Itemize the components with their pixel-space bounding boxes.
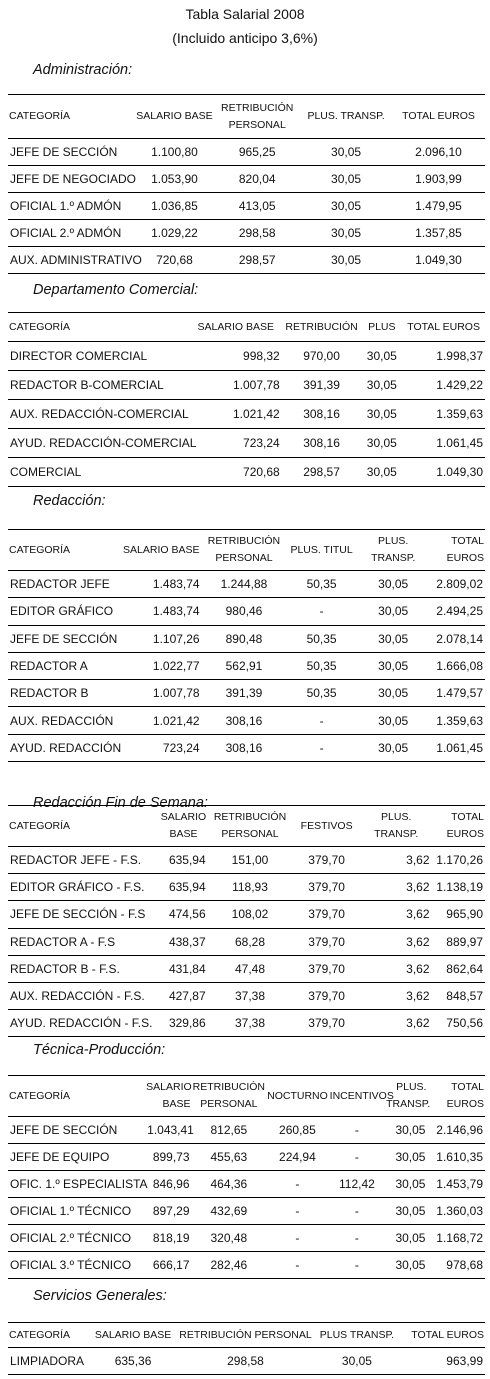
column-header: PLUS. TRANSP. bbox=[307, 110, 385, 122]
category-cell: AYUD. REDACCIÓN - F.S. bbox=[10, 1016, 153, 1031]
value-cell: 298,58 bbox=[238, 226, 276, 240]
value-cell: 963,99 bbox=[446, 1354, 483, 1368]
value-cell: 820,04 bbox=[238, 172, 276, 186]
column-header: RETRIBUCIÓN PERSONAL bbox=[221, 101, 294, 131]
table-row bbox=[8, 139, 485, 166]
value-cell: 1.061,45 bbox=[436, 436, 483, 450]
section-title-redaccion: Redacción: bbox=[33, 493, 106, 509]
value-cell: 464,36 bbox=[210, 1177, 248, 1191]
table-row bbox=[8, 342, 485, 371]
column-header: CATEGORÍA bbox=[9, 320, 71, 333]
value-cell: 30,05 bbox=[331, 199, 362, 213]
salary-table-comercial bbox=[8, 312, 485, 487]
value-cell: 1.100,80 bbox=[151, 145, 198, 159]
value-cell: 2.146,96 bbox=[436, 1123, 483, 1137]
value-cell: 1.903,99 bbox=[415, 172, 462, 186]
value-cell: 3,62 bbox=[406, 989, 430, 1004]
value-cell: 965,25 bbox=[238, 145, 276, 159]
value-cell: 320,48 bbox=[210, 1231, 248, 1245]
value-cell: - bbox=[295, 1177, 300, 1191]
value-cell: - bbox=[354, 1204, 359, 1218]
section-title-comercial: Departamento Comercial: bbox=[33, 282, 199, 298]
category-cell: DIRECTOR COMERCIAL bbox=[10, 349, 148, 363]
category-cell: JEFE DE SECCIÓN bbox=[10, 145, 118, 159]
table-row bbox=[8, 1198, 485, 1225]
table-row bbox=[8, 901, 485, 928]
value-cell: 151,00 bbox=[231, 853, 269, 868]
value-cell: 1.138,19 bbox=[436, 880, 483, 895]
value-cell: 37,38 bbox=[234, 1016, 266, 1031]
column-header: SALARIO BASE bbox=[146, 1081, 192, 1110]
value-cell: 978,68 bbox=[446, 1258, 483, 1272]
value-cell: 720,68 bbox=[156, 253, 193, 267]
value-cell: 413,05 bbox=[238, 199, 276, 213]
value-cell: 68,28 bbox=[234, 934, 266, 949]
value-cell: 260,85 bbox=[279, 1123, 316, 1137]
column-header: CATEGORÍA bbox=[9, 819, 71, 832]
value-cell: 30,05 bbox=[331, 172, 362, 186]
table-row bbox=[8, 982, 485, 1009]
table-header-row bbox=[8, 806, 485, 847]
value-cell: 1.049,30 bbox=[415, 253, 462, 267]
table-row bbox=[8, 247, 485, 274]
column-header: NOCTURNO bbox=[267, 1089, 328, 1102]
value-cell: 30,05 bbox=[378, 740, 409, 755]
category-cell: AUX. REDACCIÓN-COMERCIAL bbox=[10, 407, 189, 421]
value-cell: 1.453,79 bbox=[436, 1177, 483, 1191]
value-cell: 1.360,03 bbox=[436, 1204, 483, 1218]
salary-table-servicios-generales bbox=[8, 1322, 485, 1375]
value-cell: 2.078,14 bbox=[436, 631, 483, 646]
value-cell: 970,00 bbox=[303, 349, 340, 363]
table-row bbox=[8, 1225, 485, 1252]
value-cell: 1.022,77 bbox=[152, 659, 200, 674]
value-cell: 1.244,88 bbox=[220, 577, 268, 592]
section-title-servicios-generales: Servicios Generales: bbox=[33, 1288, 167, 1304]
value-cell: 298,57 bbox=[303, 465, 340, 479]
column-header: INCENTIVOS bbox=[329, 1089, 394, 1102]
table-row bbox=[8, 928, 485, 955]
value-cell: 37,38 bbox=[234, 989, 266, 1004]
salary-table-tecnica-produccion bbox=[8, 1075, 485, 1279]
value-cell: 2.096,10 bbox=[415, 145, 462, 159]
value-cell: 1.998,37 bbox=[436, 349, 483, 363]
table-row bbox=[8, 1171, 485, 1198]
value-cell: 108,02 bbox=[231, 907, 269, 922]
value-cell: 474,56 bbox=[168, 907, 206, 922]
table-row bbox=[8, 847, 485, 874]
column-header: FESTIVOS bbox=[300, 819, 353, 832]
value-cell: - bbox=[354, 1231, 359, 1245]
column-header: TOTAL EUROS bbox=[411, 1328, 484, 1341]
value-cell: 391,39 bbox=[225, 686, 263, 701]
value-cell: 30,05 bbox=[395, 1123, 426, 1137]
value-cell: 1.483,74 bbox=[152, 577, 200, 592]
column-header: TOTAL EUROS bbox=[446, 535, 484, 564]
value-cell: 112,42 bbox=[338, 1177, 375, 1191]
page-subtitle: (Incluido anticipo 3,6%) bbox=[172, 30, 318, 46]
table-row bbox=[8, 220, 485, 247]
value-cell: 30,05 bbox=[395, 1150, 426, 1164]
table-row bbox=[8, 400, 485, 429]
value-cell: 298,57 bbox=[238, 253, 276, 267]
value-cell: 3,62 bbox=[406, 853, 430, 868]
column-header: SALARIO BASE bbox=[123, 543, 200, 556]
value-cell: 427,87 bbox=[168, 989, 206, 1004]
value-cell: - bbox=[295, 1204, 300, 1218]
value-cell: 1.357,85 bbox=[415, 226, 462, 240]
category-cell: OFICIAL 1.º ADMÓN bbox=[10, 199, 122, 213]
value-cell: 30,05 bbox=[366, 349, 397, 363]
value-cell: 30,05 bbox=[366, 378, 397, 392]
page-title: Tabla Salarial 2008 bbox=[185, 6, 305, 22]
table-row bbox=[8, 571, 485, 598]
table-row bbox=[8, 955, 485, 982]
value-cell: 965,90 bbox=[446, 907, 483, 922]
category-cell: AUX. ADMINISTRATIVO bbox=[10, 253, 142, 267]
category-cell: REDACTOR B bbox=[10, 686, 89, 701]
column-header: CATEGORÍA bbox=[9, 1328, 71, 1341]
column-header: PLUS bbox=[368, 320, 396, 333]
value-cell: 1.483,74 bbox=[152, 604, 200, 619]
column-header: CATEGORÍA bbox=[9, 110, 71, 122]
value-cell: 431,84 bbox=[168, 961, 206, 976]
value-cell: 1.359,63 bbox=[436, 407, 483, 421]
table-row bbox=[8, 1348, 485, 1375]
column-header: TOTAL EUROS bbox=[446, 811, 484, 840]
value-cell: - bbox=[295, 1231, 300, 1245]
table-row bbox=[8, 193, 485, 220]
category-cell: REDACTOR B-COMERCIAL bbox=[10, 378, 164, 392]
value-cell: 635,94 bbox=[168, 853, 206, 868]
value-cell: 30,05 bbox=[378, 713, 409, 728]
table-row bbox=[8, 1010, 485, 1037]
value-cell: 562,91 bbox=[225, 659, 263, 674]
salary-table-administracion bbox=[8, 94, 485, 274]
category-cell: OFICIAL 2.º TÉCNICO bbox=[10, 1231, 132, 1245]
value-cell: 890,48 bbox=[225, 631, 263, 646]
value-cell: 897,29 bbox=[152, 1204, 190, 1218]
column-header: TOTAL EUROS bbox=[407, 320, 480, 333]
value-cell: 30,05 bbox=[378, 659, 409, 674]
value-cell: 30,05 bbox=[331, 145, 362, 159]
value-cell: 1.029,22 bbox=[151, 226, 198, 240]
table-row bbox=[8, 707, 485, 734]
value-cell: 308,16 bbox=[225, 740, 263, 755]
value-cell: 2.809,02 bbox=[436, 577, 483, 592]
value-cell: 3,62 bbox=[406, 934, 430, 949]
value-cell: 391,39 bbox=[303, 378, 340, 392]
value-cell: 1.061,45 bbox=[436, 740, 483, 755]
value-cell: 862,64 bbox=[446, 961, 483, 976]
column-header: SALARIO BASE bbox=[197, 320, 274, 333]
value-cell: 329,86 bbox=[168, 1016, 206, 1031]
table-header-row bbox=[8, 1076, 485, 1117]
value-cell: - bbox=[354, 1123, 359, 1137]
table-row bbox=[8, 652, 485, 679]
table-header-row bbox=[8, 313, 485, 342]
value-cell: 818,19 bbox=[152, 1231, 190, 1245]
value-cell: 308,16 bbox=[225, 713, 263, 728]
value-cell: 432,69 bbox=[210, 1204, 248, 1218]
value-cell: 30,05 bbox=[395, 1204, 426, 1218]
column-header: TOTAL EUROS bbox=[402, 110, 475, 122]
category-cell: REDACTOR B - F.S. bbox=[10, 961, 120, 976]
table-row bbox=[8, 734, 485, 761]
value-cell: 2.494,25 bbox=[436, 604, 483, 619]
table-row bbox=[8, 874, 485, 901]
value-cell: 1.043,41 bbox=[147, 1123, 194, 1137]
value-cell: - bbox=[354, 1258, 359, 1272]
value-cell: 812,65 bbox=[210, 1123, 248, 1137]
value-cell: 3,62 bbox=[406, 880, 430, 895]
value-cell: 1.049,30 bbox=[436, 465, 483, 479]
value-cell: 379,70 bbox=[308, 989, 345, 1004]
value-cell: 308,16 bbox=[303, 436, 340, 450]
category-cell: AUX. REDACCIÓN - F.S. bbox=[10, 989, 145, 1004]
category-cell: JEFE DE EQUIPO bbox=[10, 1150, 110, 1164]
table-header-row bbox=[8, 530, 485, 571]
category-cell: COMERCIAL bbox=[10, 465, 82, 479]
value-cell: 1.429,22 bbox=[436, 378, 483, 392]
value-cell: 980,46 bbox=[225, 604, 263, 619]
value-cell: 50,35 bbox=[306, 686, 337, 701]
section-title-tecnica-produccion: Técnica-Producción: bbox=[33, 1042, 166, 1058]
column-header: RETRIBUCIÓN PERSONAL bbox=[207, 535, 281, 564]
category-cell: REDACTOR JEFE bbox=[10, 577, 110, 592]
column-header: RETRIBUCIÓN PERSONAL bbox=[192, 1081, 265, 1110]
value-cell: - bbox=[319, 740, 324, 755]
table-row bbox=[8, 1252, 485, 1279]
value-cell: 635,94 bbox=[168, 880, 206, 895]
value-cell: - bbox=[295, 1258, 300, 1272]
category-cell: EDITOR GRÁFICO bbox=[10, 604, 114, 619]
category-cell: JEFE DE NEGOCIADO bbox=[10, 172, 137, 186]
value-cell: 30,05 bbox=[366, 465, 397, 479]
value-cell: 379,70 bbox=[308, 880, 345, 895]
value-cell: 1.021,42 bbox=[233, 407, 280, 421]
table-row bbox=[8, 1144, 485, 1171]
section-title-redaccion-fin-semana: Redacción Fin de Semana: bbox=[33, 795, 208, 811]
value-cell: 723,24 bbox=[162, 740, 200, 755]
value-cell: 1.666,08 bbox=[436, 659, 483, 674]
column-header: SALARIO BASE bbox=[94, 1328, 172, 1341]
category-cell: REDACTOR A - F.S bbox=[10, 934, 116, 949]
value-cell: 30,05 bbox=[395, 1177, 426, 1191]
table-row bbox=[8, 429, 485, 458]
salary-table-redaccion-fin-semana bbox=[8, 805, 485, 1037]
category-cell: JEFE DE SECCIÓN bbox=[10, 1123, 118, 1137]
column-header: PLUS. TRANSP. bbox=[374, 811, 419, 840]
value-cell: 635,36 bbox=[114, 1354, 152, 1368]
value-cell: 723,24 bbox=[243, 436, 280, 450]
value-cell: 1.479,95 bbox=[415, 199, 462, 213]
value-cell: 298,58 bbox=[227, 1354, 264, 1368]
category-cell: AYUD. REDACCIÓN-COMERCIAL bbox=[10, 436, 197, 450]
value-cell: 30,05 bbox=[395, 1231, 426, 1245]
category-cell: JEFE DE SECCIÓN - F.S bbox=[10, 907, 146, 922]
category-cell: OFICIAL 2.º ADMÓN bbox=[10, 226, 122, 240]
category-cell: REDACTOR JEFE - F.S. bbox=[10, 853, 142, 868]
value-cell: 47,48 bbox=[234, 961, 266, 976]
value-cell: 379,70 bbox=[308, 907, 345, 922]
category-cell: EDITOR GRÁFICO - F.S. bbox=[10, 880, 145, 895]
value-cell: 30,05 bbox=[378, 604, 409, 619]
value-cell: 1.021,42 bbox=[152, 713, 200, 728]
value-cell: 30,05 bbox=[395, 1258, 426, 1272]
value-cell: 1.479,57 bbox=[436, 686, 483, 701]
section-title-administracion: Administración: bbox=[33, 62, 133, 78]
value-cell: 1.359,63 bbox=[436, 713, 483, 728]
column-header: PLUS. TRANSP. bbox=[386, 1081, 431, 1110]
category-cell: OFICIAL 3.º TÉCNICO bbox=[10, 1258, 132, 1272]
value-cell: 1.107,26 bbox=[152, 631, 200, 646]
value-cell: 666,17 bbox=[152, 1258, 190, 1272]
value-cell: 379,70 bbox=[308, 853, 345, 868]
table-row bbox=[8, 625, 485, 652]
table-row bbox=[8, 598, 485, 625]
column-header: RETRIBUCIÓN bbox=[285, 320, 358, 333]
value-cell: 308,16 bbox=[303, 407, 340, 421]
value-cell: 30,05 bbox=[331, 253, 362, 267]
column-header: TOTAL EUROS bbox=[446, 1081, 484, 1110]
value-cell: - bbox=[354, 1150, 359, 1164]
value-cell: 1.053,90 bbox=[151, 172, 198, 186]
value-cell: 282,46 bbox=[210, 1258, 248, 1272]
value-cell: 438,37 bbox=[168, 934, 206, 949]
column-header: PLUS. TRANSP. bbox=[371, 535, 416, 564]
category-cell: OFIC. 1.º ESPECIALISTA bbox=[10, 1177, 148, 1191]
table-row bbox=[8, 371, 485, 400]
table-row bbox=[8, 680, 485, 707]
value-cell: 1.007,78 bbox=[233, 378, 280, 392]
value-cell: 50,35 bbox=[306, 577, 337, 592]
value-cell: 455,63 bbox=[210, 1150, 248, 1164]
column-header: SALARIO BASE bbox=[136, 110, 213, 122]
value-cell: 1.036,85 bbox=[151, 199, 198, 213]
category-cell: AYUD. REDACCIÓN bbox=[10, 740, 122, 755]
value-cell: 30,05 bbox=[341, 1354, 372, 1368]
table-row bbox=[8, 1117, 485, 1144]
category-cell: OFICIAL 1.º TÉCNICO bbox=[10, 1204, 132, 1218]
table-row bbox=[8, 458, 485, 487]
column-header: PLUS. TITUL bbox=[290, 543, 353, 556]
value-cell: 1.168,72 bbox=[436, 1231, 483, 1245]
table-header-row bbox=[8, 1323, 485, 1348]
value-cell: 379,70 bbox=[308, 961, 345, 976]
value-cell: 889,97 bbox=[446, 934, 483, 949]
value-cell: 379,70 bbox=[308, 934, 345, 949]
value-cell: 50,35 bbox=[306, 631, 337, 646]
salary-table-redaccion bbox=[8, 529, 485, 762]
category-cell: LIMPIADORA bbox=[10, 1354, 85, 1368]
value-cell: 30,05 bbox=[378, 577, 409, 592]
value-cell: 1.007,78 bbox=[152, 686, 200, 701]
value-cell: 1.170,26 bbox=[436, 853, 483, 868]
value-cell: 30,05 bbox=[366, 436, 397, 450]
column-header: RETRIBUCIÓN PERSONAL bbox=[213, 811, 287, 840]
value-cell: 30,05 bbox=[378, 631, 409, 646]
value-cell: 720,68 bbox=[243, 465, 280, 479]
table-header-row bbox=[8, 95, 485, 139]
value-cell: 50,35 bbox=[306, 659, 337, 674]
value-cell: 750,56 bbox=[446, 1016, 483, 1031]
value-cell: 848,57 bbox=[446, 989, 483, 1004]
category-cell: REDACTOR A bbox=[10, 659, 88, 674]
column-header: SALARIO BASE bbox=[160, 811, 207, 840]
column-header: CATEGORÍA bbox=[9, 1089, 71, 1102]
value-cell: 224,94 bbox=[279, 1150, 316, 1164]
column-header: CATEGORÍA bbox=[9, 543, 71, 556]
value-cell: 3,62 bbox=[406, 1016, 430, 1031]
value-cell: 3,62 bbox=[406, 907, 430, 922]
value-cell: - bbox=[319, 713, 324, 728]
column-header: RETRIBUCIÓN PERSONAL bbox=[179, 1328, 312, 1341]
column-header: PLUS TRANSP. bbox=[319, 1328, 395, 1341]
value-cell: 30,05 bbox=[378, 686, 409, 701]
category-cell: AUX. REDACCIÓN bbox=[10, 713, 114, 728]
value-cell: 30,05 bbox=[366, 407, 397, 421]
value-cell: - bbox=[319, 604, 324, 619]
value-cell: 846,96 bbox=[152, 1177, 190, 1191]
value-cell: 30,05 bbox=[331, 226, 362, 240]
value-cell: 899,73 bbox=[152, 1150, 190, 1164]
category-cell: JEFE DE SECCIÓN bbox=[10, 631, 118, 646]
table-row bbox=[8, 166, 485, 193]
value-cell: 1.610,35 bbox=[436, 1150, 483, 1164]
value-cell: 3,62 bbox=[406, 961, 430, 976]
value-cell: 998,32 bbox=[243, 349, 280, 363]
value-cell: 118,93 bbox=[232, 880, 268, 895]
value-cell: 379,70 bbox=[308, 1016, 345, 1031]
